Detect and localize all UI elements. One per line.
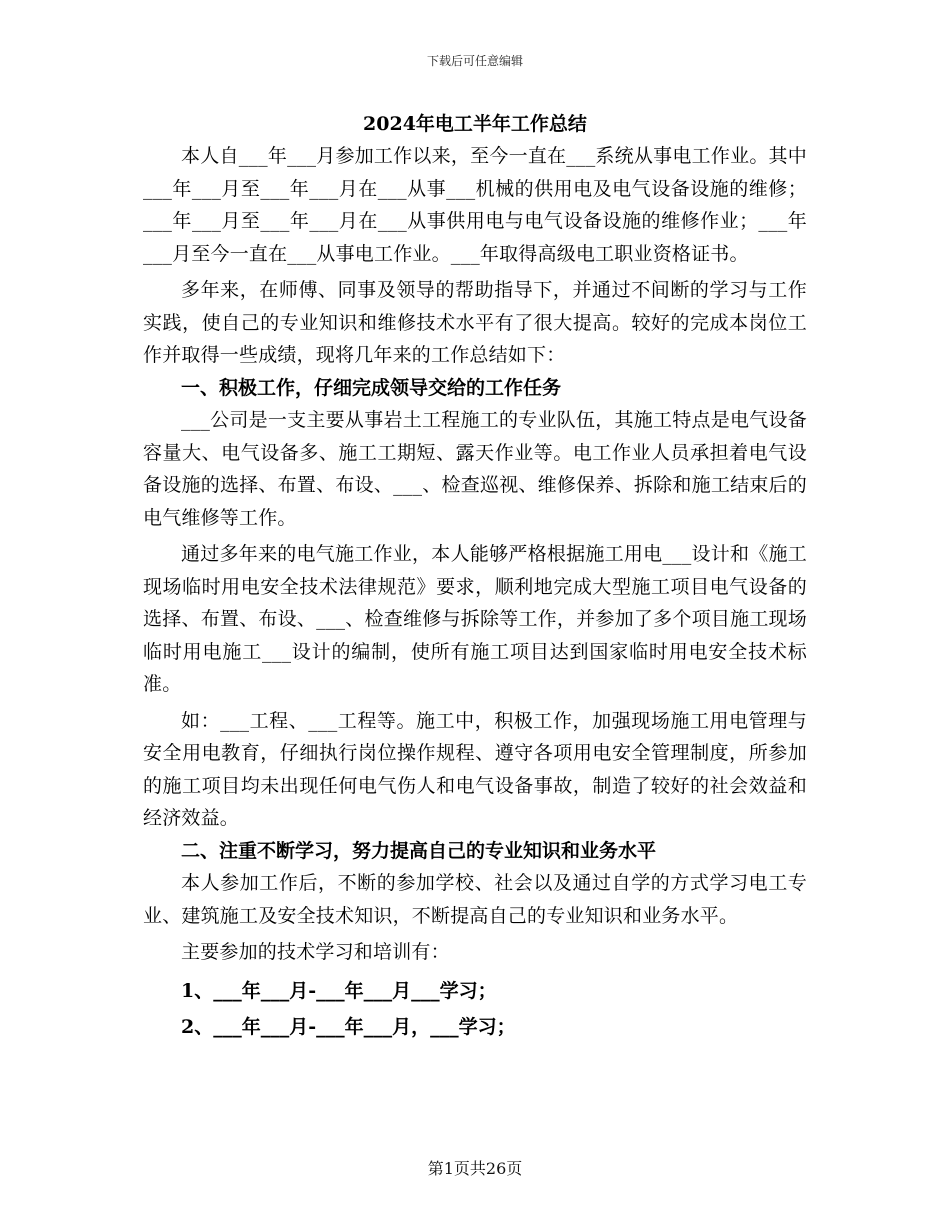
- paragraph-projects: 如：___工程、___工程等。施工中，积极工作，加强现场施工用电管理与安全用电教育，仔细执行岗位操作规程、遵守各项用电安全管理制度，所参加的施工项目均未出现任何电气伤人和电气设备事故，制造了较好的社会效益和经济效益。: [143, 709, 807, 829]
- paragraph-construction: 通过多年来的电气施工作业，本人能够严格根据施工用电___设计和《施工现场临时用电安全技术法律规范》要求，顺利地完成大型施工项目电气设备的选择、布置、布设、___、检查维修与拆除等工作，并参加了多个项目施工现场临时用电施工___设计的编制，使所有施工项目达到国家临时用电安全技术标准。: [143, 543, 807, 695]
- training-item-2: 2、___年___月-___年___月，___学习；: [181, 1015, 516, 1038]
- page-header-note: 下载后可任意编辑: [426, 54, 523, 68]
- page-footer-number: 第1页共26页: [427, 1159, 523, 1178]
- document-body: [143, 108, 807, 1045]
- document-title: 2024年电工半年工作总结: [363, 113, 587, 135]
- section-heading-2: 二、注重不断学习，努力提高自己的专业知识和业务水平: [181, 839, 657, 862]
- paragraph-training-intro: 主要参加的技术学习和培训有：: [181, 941, 450, 963]
- training-item-1: 1、___年___月-___年___月___学习；: [181, 979, 497, 1002]
- paragraph-study: 本人参加工作后，不断的参加学校、社会以及通过自学的方式学习电工专业、建筑施工及安全技术知识，不断提高自己的专业知识和业务水平。: [143, 872, 807, 927]
- paragraph-summary: 多年来，在师傅、同事及领导的帮助指导下，并通过不间断的学习与工作实践，使自己的专业知识和维修技术水平有了很大提高。较好的完成本岗位工作并取得一些成绩，现将几年来的工作总结如下：: [143, 279, 807, 366]
- section-heading-1: 一、积极工作，仔细完成领导交给的工作任务: [181, 376, 562, 399]
- paragraph-intro: 本人自___年___月参加工作以来，至今一直在___系统从事电工作业。其中___年___月至___年___月在___从事___机械的供用电及电气设备设施的维修；___年___月至___年___月在___从事供用电与电气设备设施的维修作业；___年___月至今一直在___从事电工作业。___年取得高级电工职业资格证书。: [143, 145, 807, 265]
- paragraph-company: ___公司是一支主要从事岩土工程施工的专业队伍，其施工特点是电气设备容量大、电气设备多、施工工期短、露天作业等。电工作业人员承担着电气设备设施的选择、布置、布设、___、检查巡视、维修保养、拆除和施工结束后的电气维修等工作。: [143, 409, 807, 529]
